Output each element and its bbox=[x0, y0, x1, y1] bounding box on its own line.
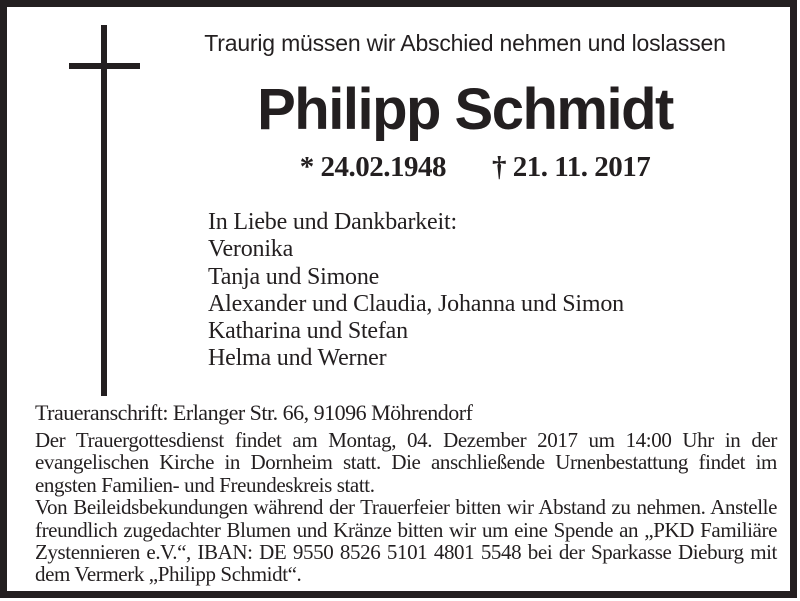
death-date: † 21. 11. 2017 bbox=[492, 151, 651, 183]
service-details-paragraph: Der Trauergottesdienst findet am Montag, 04. Dezember 2017 um 14:00 Uhr in der evangelischen Kirche in Dornheim statt. Die anschließende Urnenbestattung findet im engsten Familien- und Freundeskreis statt. bbox=[35, 428, 777, 497]
mourner-name: Katharina und Stefan bbox=[208, 318, 408, 345]
life-dates bbox=[150, 151, 800, 184]
notice-body bbox=[35, 429, 777, 586]
birth-date: * 24.02.1948 bbox=[299, 151, 447, 183]
dedication-line: In Liebe und Dankbarkeit: bbox=[208, 209, 457, 235]
mourner-name: Helma und Werner bbox=[208, 345, 387, 372]
deceased-name: Philipp Schmidt bbox=[257, 77, 673, 142]
mourner-name: Tanja und Simone bbox=[208, 263, 380, 290]
mourner-name: Alexander und Claudia, Johanna und Simon bbox=[208, 290, 624, 317]
mourners-block bbox=[208, 209, 624, 373]
cross-vertical-bar bbox=[101, 25, 107, 396]
mourner-name: Veronika bbox=[208, 236, 294, 263]
intro-line: Traurig müssen wir Abschied nehmen und loslassen bbox=[204, 30, 726, 56]
funeral-address: Traueranschrift: Erlanger Str. 66, 91096 Möhrendorf bbox=[35, 400, 473, 425]
cross-horizontal-bar bbox=[69, 63, 140, 69]
condolence-paragraph: Von Beileidsbekundungen während der Trauerfeier bitten wir Abstand zu nehmen. Anstelle freundlich zugedachter Blumen und Kränze bitten wir um eine Spende an „PKD Familiäre Zystennieren e.V.“, IBAN: DE 9550 8526 5101 4801 5548 bei der Sparkasse Dieburg mit dem Vermerk „Philipp Schmidt“. bbox=[35, 495, 777, 587]
